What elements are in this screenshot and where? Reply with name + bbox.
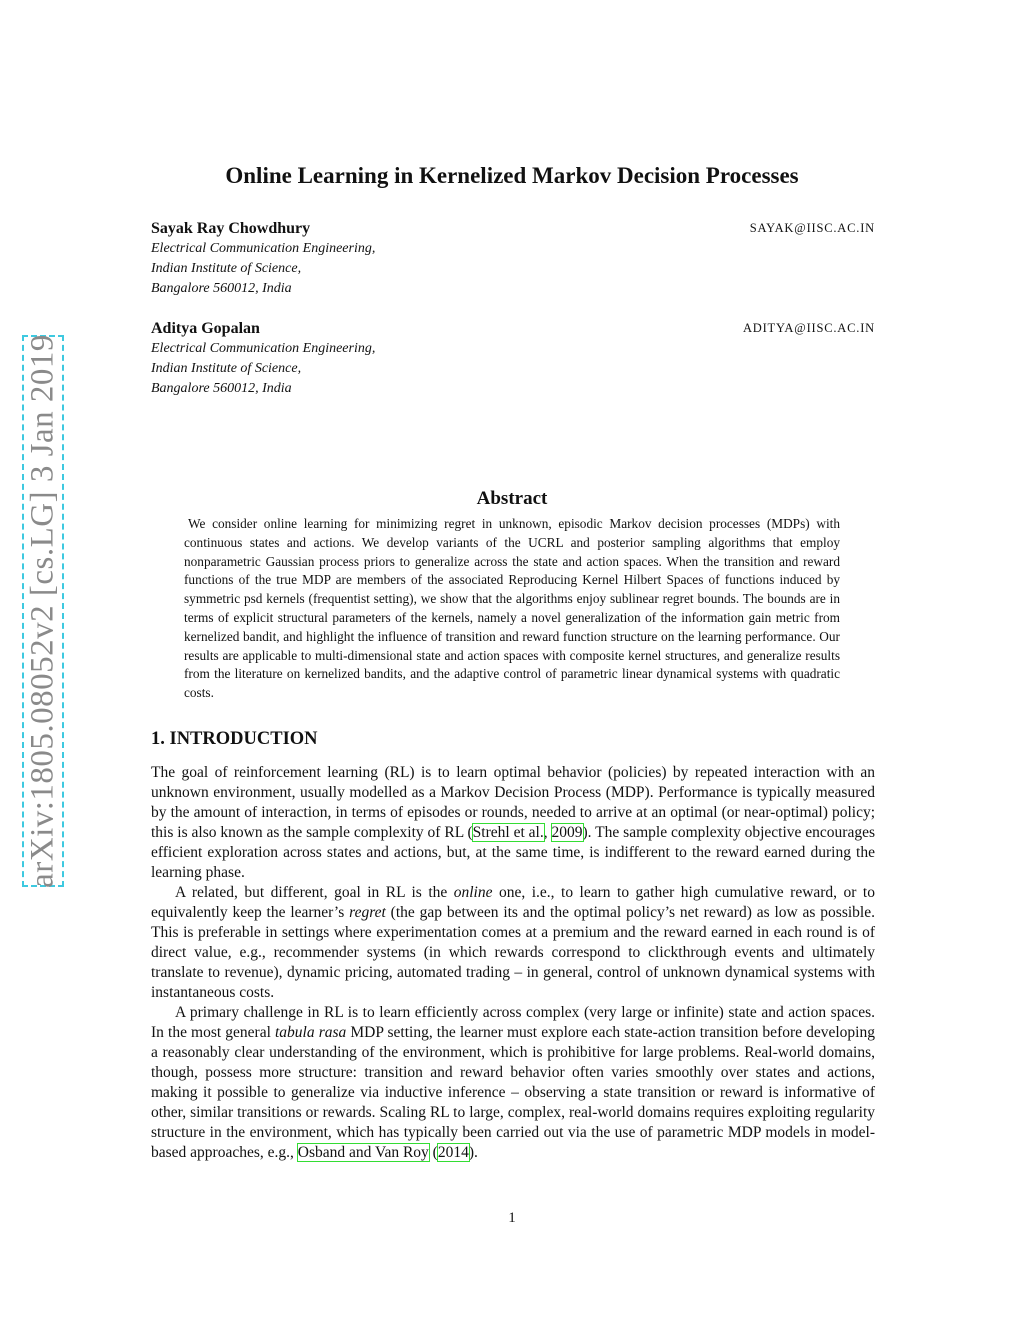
paragraph-1 <box>151 763 875 883</box>
author-email: ADITYA@IISC.AC.IN <box>742 321 875 335</box>
author-affiliation-line: Electrical Communication Engineering, <box>151 341 376 356</box>
text-run: ). The sample complexity objective encourages efficient exploration across states and actions, but, at the same time, is indifferent to the reward earned during the learning phase. <box>151 824 876 881</box>
text-run: one, i.e., to learn to gather high cumulative reward, or to equivalently keep the learner’s <box>151 884 875 921</box>
author-affiliation-line: Bangalore 560012, India <box>151 381 292 396</box>
section-heading: 1. INTRODUCTION <box>151 729 318 749</box>
citation-year-link[interactable]: 2009 <box>551 824 583 841</box>
introduction-body <box>151 763 875 1163</box>
emphasis: regret <box>349 904 386 921</box>
citation-year-link[interactable]: 2014 <box>437 1144 469 1161</box>
author-block <box>151 319 875 399</box>
paragraph-2 <box>151 883 875 1003</box>
author-affiliation-line: Indian Institute of Science, <box>151 361 302 376</box>
text-run: MDP setting, the learner must explore each state-action transition before developing a reasonably clear understanding of the environment, which is prohibitive for large problems. Real-world domains, though, possess more structure: transition and reward behavior often varies smoothly over states and actions, making it possible to generalize via inductive inference – observing a state transition or reward is informative of other, similar transitions or rewards. Scaling RL to large, complex, real-world domains requires exploiting regularity structure in the environment, which has typically been carried out via the use of parametric MDP models in model-based approaches, e.g., <box>151 1024 875 1161</box>
text-run: , <box>543 824 552 841</box>
citation-link[interactable]: Strehl et al. <box>472 824 544 841</box>
text-run: ( <box>428 1144 438 1161</box>
author-affiliation-line: Electrical Communication Engineering, <box>151 241 376 256</box>
author-name: Aditya Gopalan <box>151 320 260 337</box>
arxiv-id: arXiv:1805.08052v2 [cs.LG] 3 Jan 2019 <box>24 334 61 888</box>
emphasis: tabula rasa <box>275 1024 347 1041</box>
paragraph-3 <box>151 1003 875 1163</box>
arxiv-watermark <box>22 335 64 887</box>
abstract-body <box>184 515 840 703</box>
paper-title: Online Learning in Kernelized Markov Decision Processes <box>225 163 799 188</box>
text-run: ). <box>468 1144 478 1161</box>
text-run: (the gap between its and the optimal policy’s net reward) as low as possible. This is preferable in settings where experimentation comes at a premium and the reward earned in each round is of direct value, e.g., recommender systems (in which rewards correspond to clickthrough events and ultimately translate to revenue), dynamic pricing, automated trading – in general, control of unknown dynamical systems with instantaneous costs. <box>151 904 875 1001</box>
author-block <box>151 219 875 299</box>
abstract-heading: Abstract <box>476 488 548 509</box>
author-affiliation-line: Indian Institute of Science, <box>151 261 302 276</box>
author-email: SAYAK@IISC.AC.IN <box>749 221 875 235</box>
page-number: 1 <box>508 1210 516 1226</box>
author-affiliation-line: Bangalore 560012, India <box>151 281 292 296</box>
text-run: A related, but different, goal in RL is the <box>175 884 454 901</box>
citation-link[interactable]: Osband and Van Roy <box>297 1144 429 1161</box>
emphasis: online <box>453 884 493 901</box>
author-name: Sayak Ray Chowdhury <box>151 220 311 237</box>
text-run: A primary challenge in RL is to learn efficiently across complex (very large or infinite) state and action spaces. In the most general <box>151 1004 875 1041</box>
abstract-text: We consider online learning for minimizing regret in unknown, episodic Markov decision processes (MDPs) with continuous states and actions. We develop variants of the UCRL and posterior sampling algorithms that employ nonparametric Gaussian process priors to generalize across the state and action spaces. When the transition and reward functions of the true MDP are members of the associated Reproducing Kernel Hilbert Spaces of functions induced by symmetric psd kernels (frequentist setting), we show that the algorithms enjoy sublinear regret bounds. The bounds are in terms of explicit structural parameters of the kernels, namely a novel generalization of the information gain metric from kernelized bandit, and highlight the influence of transition and reward function structure on the learning performance. Our results are applicable to multi-dimensional state and action spaces with composite kernel structures, and generalize results from the literature on kernelized bandits, and the adaptive control of parametric linear dynamical systems with quadratic costs. <box>184 516 840 701</box>
text-run: The goal of reinforcement learning (RL) is to learn optimal behavior (policies) by repeated interaction with an unknown environment, usually modelled as a Markov Decision Process (MDP). Performance is typically measured by the amount of interaction, in terms of episodes or rounds, needed to arrive at an optimal (or near-optimal) policy; this is also known as the sample complexity of RL ( <box>151 764 875 841</box>
